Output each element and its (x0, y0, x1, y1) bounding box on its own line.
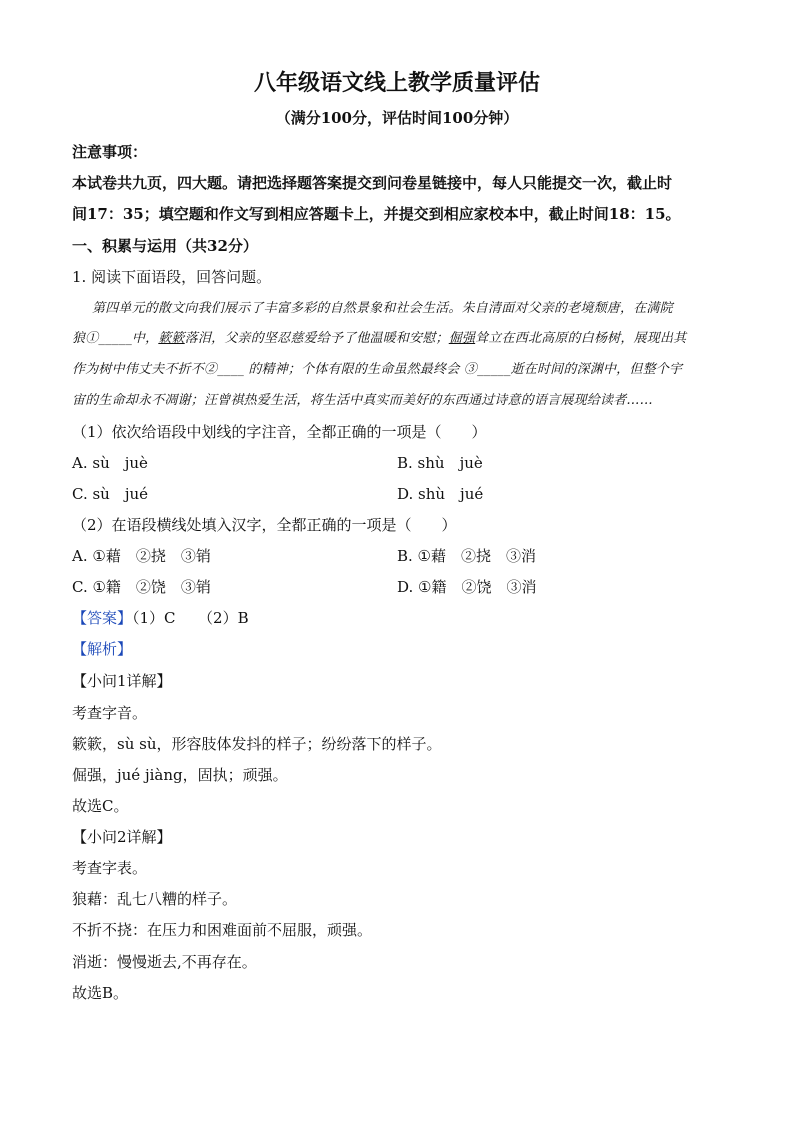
answer-tag: 【答案】 (72, 609, 133, 627)
analysis-tag: 【解析】 (72, 640, 133, 658)
passage-line-2-part-c: 耸立在西北高原的白杨树，展现出其 (475, 331, 687, 346)
answer-line (72, 607, 249, 628)
passage-line-2 (72, 327, 686, 346)
detail-1-line: 倔强，jué jiàng，固执；顽强。 (72, 766, 288, 784)
passage-line-2-part-b: 落泪，父亲的坚忍慈爱给予了他温暖和安慰； (184, 331, 449, 346)
sub2-option-b: B. ①藉 ②挠 ③消 (397, 547, 537, 565)
detail-2-line: 狼藉：乱七八糟的样子。 (72, 890, 238, 908)
detail-1-line: 簌簌，sù sù，形容肢体发抖的样子；纷纷落下的样子。 (72, 735, 442, 753)
detail-2-line: 消逝：慢慢逝去,不再存在。 (72, 953, 257, 971)
detail-2-line: 考查字表。 (72, 859, 148, 877)
question-1-prompt: 1. 阅读下面语段，回答问题。 (72, 268, 272, 286)
page-title: 八年级语文线上教学质量评估 (253, 70, 540, 96)
detail-1-heading: 【小问1详解】 (72, 672, 172, 690)
underlined-word-1: 簌簌 (158, 331, 185, 346)
sub-question-2: （2）在语段横线处填入汉字，全都正确的一项是（ ） (72, 516, 457, 534)
detail-2-line: 故选B。 (72, 984, 129, 1002)
notice-heading: 注意事项： (72, 143, 148, 161)
section-heading: 一、积累与运用（共32分） (72, 237, 258, 255)
sub-question-1: （1）依次给语段中划线的字注音，全都正确的一项是（ ） (72, 423, 487, 441)
sub2-option-c: C. ①籍 ②饶 ③销 (72, 578, 211, 596)
underlined-word-2: 倔强 (448, 331, 476, 346)
sub1-option-d: D. shù jué (397, 485, 484, 503)
passage-line-4: 宙的生命却永不凋谢；汪曾祺热爱生活，将生活中真实而美好的东西通过诗意的语言展现给读者…… (72, 393, 653, 408)
sub1-option-b: B. shù juè (397, 454, 483, 472)
answer-text: （1）C （2）B (132, 609, 249, 627)
sub1-option-c: C. sù jué (72, 485, 149, 503)
sub2-option-d: D. ①籍 ②饶 ③消 (397, 578, 537, 596)
passage-line-3: 作为树中伟丈夫不折不②____ 的精神；个体有限的生命虽然最终会 ③_____逝在时间的深渊中，但整个宇 (72, 362, 683, 377)
passage-line-2-part-a: 狼①_____中， (72, 331, 159, 346)
sub2-option-a: A. ①藉 ②挠 ③销 (72, 547, 211, 565)
detail-1-line: 考查字音。 (72, 704, 148, 722)
sub1-option-a: A. sù juè (72, 454, 148, 472)
page-subtitle: （满分100分，评估时间100分钟） (275, 109, 519, 127)
detail-2-line: 不折不挠：在压力和困难面前不屈服，顽强。 (72, 921, 373, 939)
notice-line-1: 本试卷共九页，四大题。请把选择题答案提交到问卷星链接中，每人只能提交一次，截止时 (72, 174, 673, 192)
detail-2-heading: 【小问2详解】 (72, 828, 172, 846)
notice-line-2: 间17：35；填空题和作文写到相应答题卡上，并提交到相应家校本中，截止时间18：15。 (72, 205, 681, 223)
passage-line-1: 第四单元的散文向我们展示了丰富多彩的自然景象和社会生活。朱自清面对父亲的老境颓唐，在满院 (92, 301, 673, 316)
detail-1-line: 故选C。 (72, 797, 129, 815)
